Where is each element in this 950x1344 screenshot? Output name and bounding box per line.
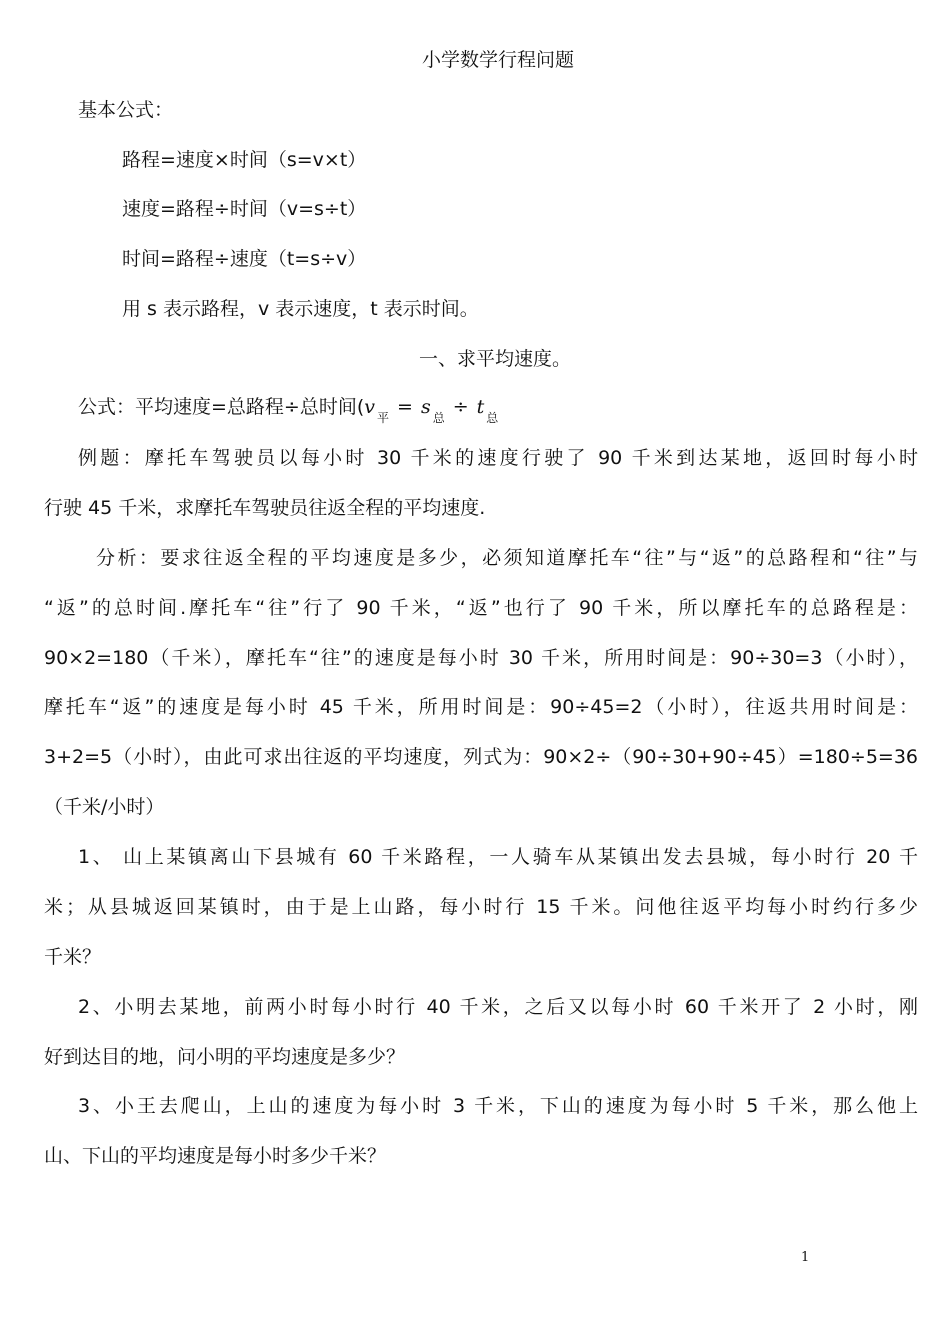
problem-2-line-2: 好到达目的地，问小明的平均速度是多少？ xyxy=(44,1046,406,1068)
formula-v: v xyxy=(364,396,375,418)
problem-3-line-1: 3、小王去爬山，上山的速度为每小时 3 千米，下山的速度为每小时 5 千米，那么他上 xyxy=(78,1095,918,1117)
page-number: 1 xyxy=(801,1250,810,1265)
analysis-line-1: 分析：要求往返全程的平均速度是多少，必须知道摩托车“往”与“返”的总路程和“往”与 xyxy=(96,547,918,569)
analysis-line-5: 3+2=5（小时），由此可求出往返的平均速度，列式为：90×2÷（90÷30+90÷45）=180÷5=36 xyxy=(44,746,918,768)
formula-t: t xyxy=(476,396,485,418)
problem-2-line-1: 2、小明去某地，前两小时每小时行 40 千米，之后又以每小时 60 千米开了 2 小时，刚 xyxy=(78,996,918,1018)
average-speed-formula xyxy=(78,395,499,425)
example-line-2: 行驶 45 千米，求摩托车驾驶员往返全程的平均速度. xyxy=(44,497,486,519)
formula-s: s xyxy=(420,396,431,418)
formula-time: 时间=路程÷速度（t=s÷v） xyxy=(122,248,367,270)
formula-div: ÷ xyxy=(452,396,469,418)
analysis-line-3: 90×2=180（千米），摩托车“往”的速度是每小时 30 千米，所用时间是：90÷30=3（小时）， xyxy=(44,647,918,669)
formula-speed: 速度=路程÷时间（v=s÷t） xyxy=(122,198,367,220)
formula-legend: 用 s 表示路程，v 表示速度，t 表示时间。 xyxy=(122,298,479,320)
formula-eq: = xyxy=(397,396,413,418)
section-heading-average-speed: 一、求平均速度。 xyxy=(418,348,571,370)
formula-s-sub: 总 xyxy=(432,411,445,425)
analysis-line-2: “返”的总时间.摩托车“往”行了 90 千米，“返”也行了 90 千米，所以摩托车的总路程是： xyxy=(44,597,918,619)
formula-distance: 路程=速度×时间（s=v×t） xyxy=(122,149,367,171)
formula-t-sub: 总 xyxy=(486,411,499,425)
analysis-line-6: （千米/小时） xyxy=(44,796,165,818)
formula-v-sub: 平 xyxy=(377,411,390,425)
analysis-line-4: 摩托车“返”的速度是每小时 45 千米，所用时间是：90÷45=2（小时），往返共用时间是： xyxy=(44,696,918,718)
basic-formula-heading: 基本公式： xyxy=(78,99,174,121)
problem-1-line-1: 1、 山上某镇离山下县城有 60 千米路程，一人骑车从某镇出发去县城，每小时行 20 千 xyxy=(78,846,918,868)
problem-3-line-2: 山、下山的平均速度是每小时多少千米？ xyxy=(44,1145,387,1167)
formula-prefix: 公式：平均速度=总路程÷总时间( xyxy=(78,396,365,418)
page-title: 小学数学行程问题 xyxy=(421,49,574,71)
problem-1-line-3: 千米？ xyxy=(44,946,102,968)
example-line-1: 例题：摩托车驾驶员以每小时 30 千米的速度行驶了 90 千米到达某地，返回时每小时 xyxy=(78,447,918,469)
problem-1-line-2: 米；从县城返回某镇时，由于是上山路，每小时行 15 千米。问他往返平均每小时约行多少 xyxy=(44,896,918,918)
